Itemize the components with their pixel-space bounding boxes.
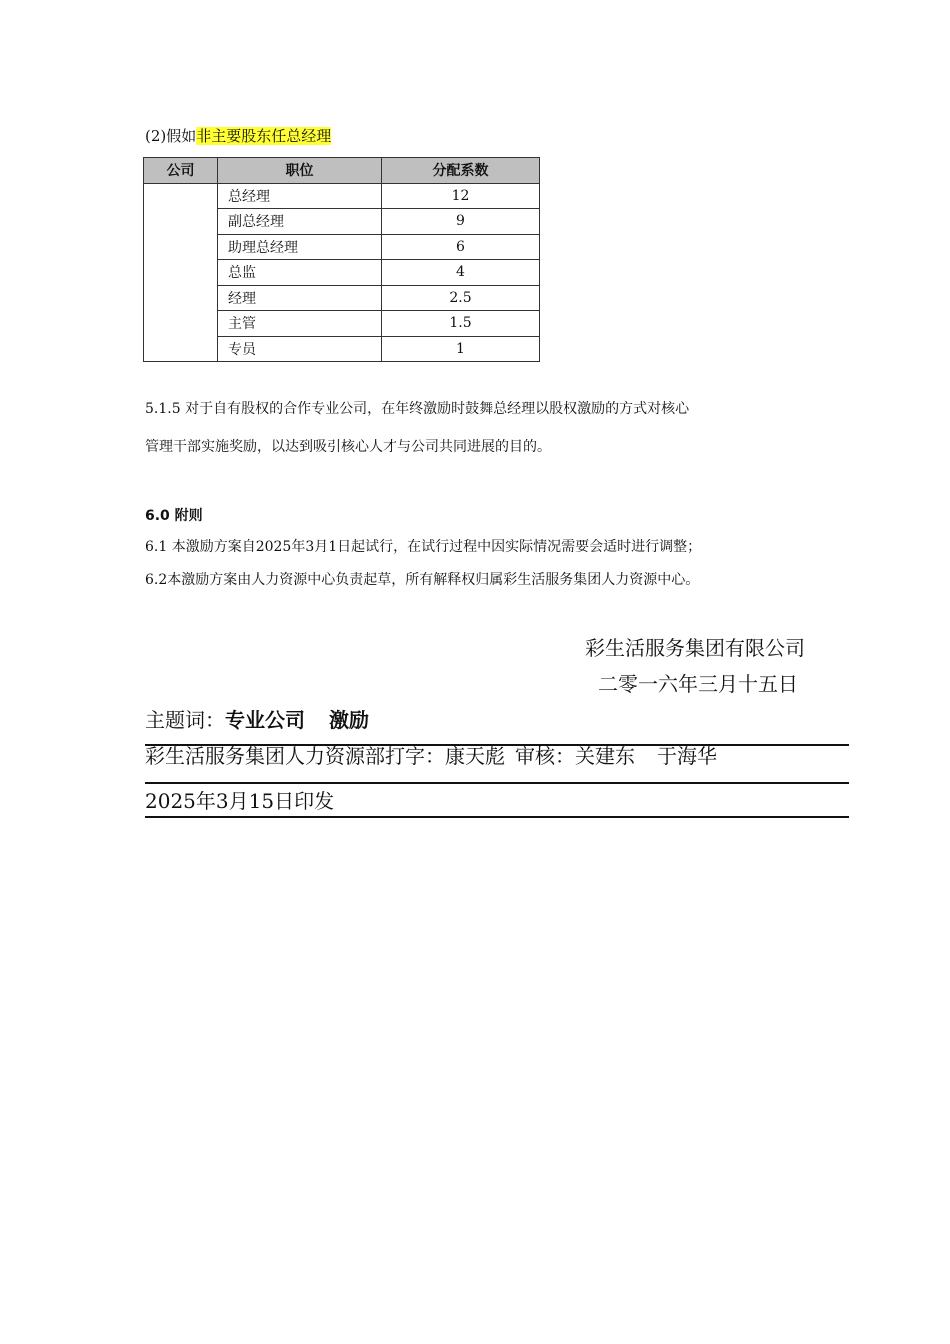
position-cell: 副总经理 — [218, 209, 382, 235]
position-cell: 总经理 — [218, 183, 382, 209]
coefficient-cell: 9 — [382, 209, 540, 235]
reviewer-label: 审核： — [515, 744, 575, 768]
typist-text: 彩生活服务集团人力资源部打字：康天彪 — [145, 744, 505, 768]
footer-typist-line — [145, 742, 717, 770]
header-company: 公司 — [144, 158, 218, 184]
header-position: 职位 — [218, 158, 382, 184]
header-coefficient: 分配系数 — [382, 158, 540, 184]
caption-highlight: 非主要股东任总经理 — [196, 127, 332, 145]
keywords-label: 主题词： — [145, 708, 225, 732]
coefficient-cell: 1.5 — [382, 311, 540, 337]
keyword-1: 专业公司 — [225, 708, 305, 732]
coefficient-table — [143, 157, 540, 362]
table-row — [144, 183, 540, 209]
coefficient-cell: 12 — [382, 183, 540, 209]
coefficient-cell: 4 — [382, 260, 540, 286]
table-header-row — [144, 158, 540, 184]
section-515-line1: 5.1.5 对于自有股权的合作专业公司，在年终激励时鼓舞总经理以股权激励的方式对核心 — [145, 401, 690, 417]
reviewer-2: 于海华 — [657, 744, 717, 768]
coefficient-cell: 1 — [382, 336, 540, 362]
divider-middle — [145, 782, 849, 784]
divider-bottom — [145, 816, 849, 818]
caption-prefix: (2)假如 — [145, 127, 197, 145]
signature-date: 二零一六年三月十五日 — [598, 672, 798, 696]
keyword-2: 激励 — [329, 708, 369, 732]
company-cell — [144, 183, 218, 362]
position-cell: 总监 — [218, 260, 382, 286]
section-515-line2: 管理干部实施奖励，以达到吸引核心人才与公司共同进展的目的。 — [145, 439, 551, 455]
table-caption — [145, 126, 331, 146]
issue-date: 2025年3月15日印发 — [145, 789, 335, 813]
position-cell: 专员 — [218, 336, 382, 362]
coefficient-cell: 2.5 — [382, 285, 540, 311]
reviewer-1: 关建东 — [575, 744, 635, 768]
section-6-item1: 6.1 本激励方案自2025年3月1日起试行，在试行过程中因实际情况需要会适时进行调整； — [145, 539, 702, 555]
coefficient-cell: 6 — [382, 234, 540, 260]
position-cell: 主管 — [218, 311, 382, 337]
subject-keywords — [145, 706, 369, 734]
position-cell: 助理总经理 — [218, 234, 382, 260]
section-6-heading: 6.0 附则 — [145, 508, 203, 524]
position-cell: 经理 — [218, 285, 382, 311]
signature-company: 彩生活服务集团有限公司 — [585, 636, 805, 660]
section-6-item2: 6.2本激励方案由人力资源中心负责起草，所有解释权归属彩生活服务集团人力资源中心。 — [145, 572, 700, 588]
